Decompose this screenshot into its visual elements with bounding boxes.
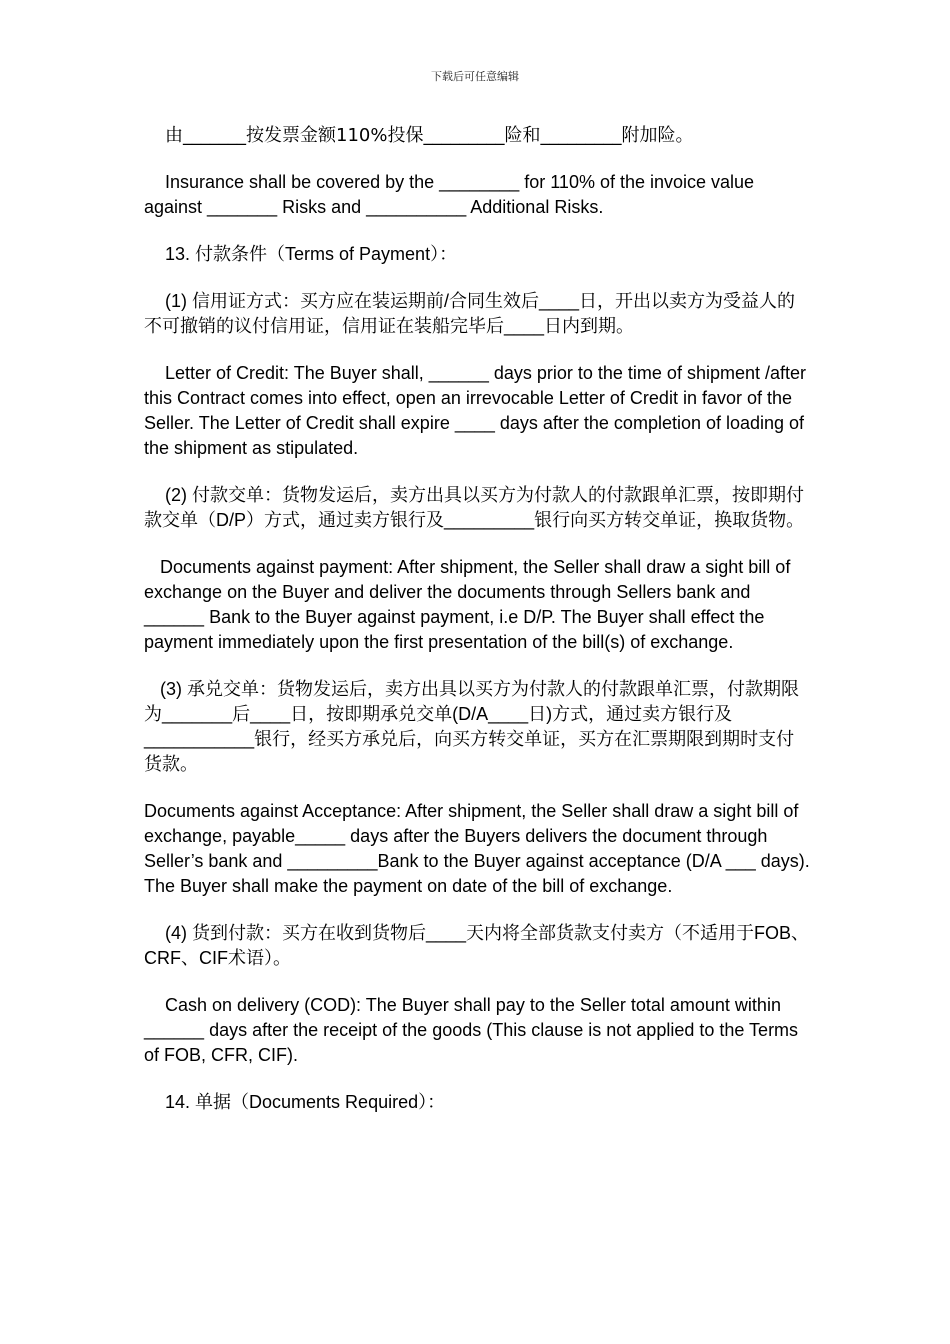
letter-of-credit-en: Letter of Credit: The Buyer shall, ______ days prior to the time of shipment /after this Contract comes into effect, open an irrevocable Letter of Credit in favor of the Seller. The Letter of Credit shall expire ____ days after the completion of loading of the shipment as stipulated.	[144, 363, 812, 458]
page-header: 下载后可任意编辑	[431, 70, 519, 83]
documents-against-payment-zh: (2) 付款交单：货物发运后，卖方出具以买方为付款人的付款跟单汇票，按即期付款交单（D/P）方式，通过卖方银行及_________银行向买方转交单证，换取货物。	[144, 485, 805, 530]
section-14-heading: 14. 单据（Documents Required）：	[165, 1092, 446, 1112]
documents-against-payment-en: Documents against payment: After shipment, the Seller shall draw a sight bill of exchange on the Buyer and deliver the documents through Sellers bank and ______ Bank to the Buyer against payment, i.e D/P. The Buyer shall effect the payment immediately upon the first presentation of the bill(s) of exchange.	[144, 557, 796, 652]
cash-on-delivery-zh: (4) 货到付款：买方在收到货物后____天内将全部货款支付卖方（不适用于FOB、CRF、CIF术语）。	[144, 923, 810, 968]
documents-against-acceptance-en: Documents against Acceptance: After shipment, the Seller shall draw a sight bill of exchange, payable_____ days after the Buyers delivers the document through Seller’s bank and _________Bank to the Buyer against acceptance (D/A ___ days). The Buyer shall make the payment on date of the bill of exchange.	[144, 801, 815, 896]
insurance-clause-zh: 由_______按发票金额110%投保_________险和_________附加险。	[165, 125, 694, 146]
cash-on-delivery-en: Cash on delivery (COD): The Buyer shall pay to the Seller total amount within ______ days after the receipt of the goods (This clause is not applied to the Terms of FOB, CFR, CIF).	[144, 995, 804, 1065]
section-13-heading: 13. 付款条件（Terms of Payment）：	[165, 244, 458, 264]
letter-of-credit-zh: (1) 信用证方式：买方应在装运期前/合同生效后____日，开出以卖方为受益人的不可撤销的议付信用证，信用证在装船完毕后____日内到期。	[144, 291, 796, 336]
insurance-clause-en: Insurance shall be covered by the ________ for 110% of the invoice value against _______ Risks and __________ Additional Risks.	[144, 172, 760, 217]
document-body	[144, 123, 815, 1137]
documents-against-acceptance-zh: (3) 承兑交单：货物发运后，卖方出具以买方为付款人的付款跟单汇票，付款期限为_______后____日，按即期承兑交单(D/A____日)方式，通过卖方银行及___________银行，经买方承兑后，向买方转交单证，买方在汇票期限到期时支付货款。	[144, 679, 799, 774]
